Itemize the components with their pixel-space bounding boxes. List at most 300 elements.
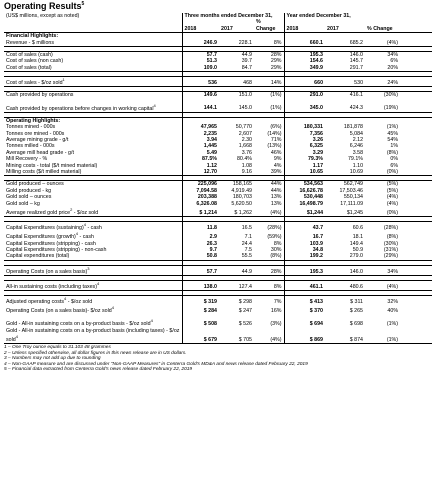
q-2017-header: 2017 <box>219 19 254 32</box>
a-2018-cell: 534,563 <box>284 181 325 188</box>
q-2017-cell: 44.9 <box>219 265 254 275</box>
a-2018-cell: 3.29 <box>284 150 325 156</box>
q-2018-cell: $ 1,214 <box>182 207 219 217</box>
q-change-cell: 7% <box>254 296 284 306</box>
a-2018-cell: 660 <box>284 77 325 87</box>
footnote-ref: 3 <box>87 265 90 271</box>
row-label <box>4 296 182 306</box>
row-label-text: Average mill head grade - g/t <box>6 149 74 156</box>
table-row <box>4 169 432 176</box>
q-2017-cell: $ 247 <box>238 308 252 315</box>
a-2018-cell: 349.9 <box>284 65 325 72</box>
q-2017-cell: 9.16 <box>219 169 254 176</box>
footnote-ref: 4 <box>111 305 114 311</box>
q-2017-cell: 180,703 <box>232 194 252 201</box>
row-label-text: Financial Highlights: <box>6 33 59 40</box>
footnote-ref: 4 <box>153 102 156 108</box>
row-label-text: Cost of sales - $/oz sold <box>6 80 63 87</box>
row-label <box>4 207 182 217</box>
q-2017-cell: 4,919.49 <box>231 187 252 194</box>
row-label-text: Gold sold – ounces <box>6 194 52 201</box>
q-2017-cell: 158,165 <box>219 181 254 188</box>
q-change-cell: 28% <box>254 265 284 275</box>
year-ended-header: Year ended December 31, <box>284 13 400 19</box>
footnote-ref: 4 <box>96 281 100 287</box>
q-2018-cell: 225,096 <box>182 181 219 188</box>
a-2017-cell: 3.58 <box>352 149 364 156</box>
a-2017-cell: 480.6 <box>325 281 365 291</box>
table-row <box>4 52 432 59</box>
q-2018-cell: 2,235 <box>203 130 217 137</box>
a-2017-cell: $ 874 <box>325 328 365 344</box>
a-2017-cell: 279.0 <box>325 253 365 260</box>
a-change-cell: (1%) <box>386 321 399 328</box>
q-2018-cell: 47,965 <box>200 124 217 131</box>
row-label <box>4 33 182 40</box>
a-2018-cell: 660.1 <box>284 40 325 47</box>
row-label-suffix: - cash <box>85 225 102 232</box>
q-2017-cell: $ 1,262 <box>219 207 254 217</box>
q-2017-cell: 127.4 <box>219 281 254 291</box>
q-2017-cell: 16.5 <box>219 222 254 232</box>
row-label-text: Adjusted operating costs <box>6 298 65 305</box>
row-label-suffix: - $/oz sold <box>66 298 93 305</box>
row-label-suffix: - cash <box>78 234 94 241</box>
a-2017-cell: 291.7 <box>325 65 365 72</box>
a-2018-cell: $ 869 <box>284 328 325 344</box>
a-change-cell: (30%) <box>383 240 399 247</box>
q-2017-cell: 5,620.50 <box>231 200 252 207</box>
q-2018-cell: 1.12 <box>206 162 217 169</box>
q-2017-cell: 84.7 <box>219 65 254 72</box>
q-2017-cell: 468 <box>219 77 254 87</box>
q-2017-cell: 24.4 <box>241 240 252 247</box>
a-2017-cell: 149.4 <box>349 240 364 247</box>
q-2017-cell: 39.7 <box>241 58 252 65</box>
a-2017-cell: 17,111.09 <box>340 200 364 207</box>
q-change-cell <box>254 33 284 40</box>
footnote-ref: 4 <box>150 318 153 324</box>
row-label <box>4 222 182 232</box>
q-change-cell: 14% <box>254 77 284 87</box>
table-row <box>4 40 432 47</box>
q-2017-cell: $ 298 <box>219 296 254 306</box>
q-2018-cell: 109.0 <box>182 65 219 72</box>
q-2018-cell: 7,094.58 <box>196 187 217 194</box>
q-2018-cell: 11.8 <box>182 222 219 232</box>
row-label-text: Gold - All-in sustaining costs on a by-product basis - $/oz sold <box>6 321 151 328</box>
section-header-row <box>4 117 432 124</box>
row-label <box>4 52 182 59</box>
row-label-text: Gold - All-in sustaining costs on a by-product basis (including taxes) - $/oz sold <box>6 327 180 343</box>
a-2018-cell <box>284 117 325 124</box>
a-2018-cell: $ 694 <box>284 315 325 328</box>
row-label-text: Cost of sales (non cash) <box>6 58 64 65</box>
row-label-text: Gold sold – kg <box>6 200 40 207</box>
q-change-cell: (1%) <box>254 99 284 113</box>
row-label-text: Capital Expenditures (sustaining) <box>6 225 84 232</box>
q-change-cell: 16% <box>270 308 282 315</box>
row-label-text: Cost of sales (cash) <box>6 52 53 59</box>
q-2018-cell: 203,388 <box>197 194 217 201</box>
section-header-row <box>4 33 432 40</box>
row-label-text: Cash provided by operations <box>6 92 74 99</box>
a-2018-cell: 10.65 <box>284 169 325 176</box>
q-2017-cell: 145.0 <box>219 99 254 113</box>
q-change-cell: 39% <box>254 169 284 176</box>
a-change-cell: (4%) <box>365 281 400 291</box>
a-2018-cell: 461.1 <box>284 281 325 291</box>
row-label <box>4 169 182 176</box>
a-2017-cell <box>325 117 365 124</box>
table-row <box>4 99 432 113</box>
a-change-cell: 34% <box>365 52 400 59</box>
a-2017-cell: 550,134 <box>343 194 364 201</box>
a-2017-cell: 530 <box>325 77 365 87</box>
table-body <box>4 13 432 344</box>
row-label-text: Tonnes milled - 000s <box>6 143 55 150</box>
row-label <box>4 253 182 260</box>
row-label-text: Operating Costs (on a sales basis) <box>6 268 88 275</box>
row-label-text: Tonnes mined - 000s <box>6 124 56 131</box>
a-change-cell: (19%) <box>365 99 400 113</box>
q-change-cell: 71% <box>270 137 282 144</box>
q-2017-cell: 7.1 <box>244 234 252 241</box>
q-2018-cell: 536 <box>182 77 219 87</box>
a-2017-cell: 60.6 <box>325 222 365 232</box>
q-change-cell: 8% <box>254 40 284 47</box>
a-2018-cell: 199.2 <box>284 253 325 260</box>
row-label <box>4 231 182 240</box>
row-label <box>4 99 182 113</box>
q-2018-cell: 12.70 <box>182 169 219 176</box>
a-2017-cell: 562,749 <box>325 181 365 188</box>
title-text: Operating Results <box>4 1 82 11</box>
q-change-cell: 4% <box>273 162 282 169</box>
q-2017-cell: 44.9 <box>219 52 254 59</box>
row-label-text: Capital Expenditures (stripping) - cash <box>6 240 96 247</box>
footnote: 1 – One Troy ounce equals to 31.103 48 grammes <box>4 345 111 350</box>
a-2018-cell: 530,448 <box>284 194 325 200</box>
q-2018-cell <box>182 117 219 124</box>
page-title <box>4 1 84 11</box>
row-label-suffix: - $/oz sold <box>72 209 99 216</box>
q-2017-cell: 2.30 <box>241 137 252 144</box>
q-change-cell: 29% <box>254 65 284 72</box>
row-label-text: Cash provided by operations before changes in working capital <box>6 105 154 112</box>
q-2018-cell: $ 508 <box>203 321 217 328</box>
q-change-cell: (28%) <box>254 222 284 232</box>
q-2018-cell: 138.0 <box>182 281 219 291</box>
q-2018-cell: $ 319 <box>182 296 219 306</box>
row-label <box>4 117 182 124</box>
a-2017-cell: 181,878 <box>343 124 364 131</box>
a-change-cell: 32% <box>365 296 400 306</box>
q-2018-header: 2018 <box>182 19 219 32</box>
row-label-text: Average realized gold price <box>6 209 71 216</box>
footnote: 5 – Financial data extracted from Centerra Gold's news release dated February 22, 2019 <box>4 367 193 373</box>
a-change-cell: (1%) <box>365 328 400 344</box>
a-change-cell: 0% <box>390 156 399 163</box>
a-change-cell: 34% <box>365 265 400 275</box>
a-2017-cell: 79.1% <box>347 156 364 163</box>
row-label <box>4 315 182 328</box>
row-label <box>4 265 182 275</box>
q-2018-cell: 87.5% <box>201 156 217 163</box>
unit-note: (US$ millions, except as noted) <box>4 13 182 19</box>
q-change-cell: 8% <box>254 281 284 291</box>
q-2017-cell: 50,770 <box>235 124 252 131</box>
a-change-header: % Change <box>365 19 400 32</box>
row-label-text: Gold produced - kg <box>6 187 52 194</box>
footnote-ref: 4 <box>64 296 67 302</box>
a-change-cell: (5%) <box>386 187 399 194</box>
a-change-cell: 54% <box>387 137 399 144</box>
row-label-text: Mill Recovery - % <box>6 156 48 163</box>
a-2017-cell: $1,245 <box>325 207 365 217</box>
a-2017-cell: $ 698 <box>349 321 364 328</box>
q-2018-cell: 149.6 <box>182 92 219 99</box>
q-change-cell: (13%) <box>267 143 282 150</box>
a-2017-cell: 145.7 <box>349 58 364 65</box>
footnote: 2 – Unless specified otherwise, all dollar figures in this news release are in US dollars. <box>4 350 187 356</box>
a-2017-cell: 1.10 <box>352 162 364 169</box>
row-label-text: Average mining grade - g/t <box>6 137 69 144</box>
a-2018-cell: 16.7 <box>284 231 325 240</box>
row-label <box>4 305 182 314</box>
q-change-cell: 13% <box>270 194 282 201</box>
a-2018-cell: 154.6 <box>284 58 325 64</box>
table-row <box>4 328 432 344</box>
row-label <box>4 92 182 99</box>
q-2018-cell: 1,445 <box>203 143 217 150</box>
q-change-header: % Change <box>254 19 284 32</box>
a-2017-cell: 685.2 <box>325 40 365 47</box>
footnote-ref: 2 <box>70 207 73 213</box>
a-change-cell: 40% <box>387 308 399 315</box>
q-change-cell: (3%) <box>270 321 282 328</box>
q-2018-cell: 246.9 <box>182 40 219 47</box>
header-row-years <box>4 19 432 32</box>
q-2018-cell: 51.3 <box>206 58 217 65</box>
row-label-text: Milling costs ($/t milled material) <box>6 169 82 176</box>
a-change-cell: 1% <box>390 143 399 150</box>
q-2017-cell: 55.5 <box>219 253 254 260</box>
a-2018-cell: $1,244 <box>284 207 325 217</box>
a-2018-cell: 3.26 <box>284 137 325 143</box>
a-2018-cell: 345.0 <box>284 99 325 113</box>
a-2018-cell: 34.8 <box>284 247 325 253</box>
footnote: 4 – Non-GAAP measure and are discussed under "Non-GAAP Measures" in Centerra Gold's MD&A and news release dated February 22, 2019 <box>4 361 308 367</box>
q-2017-cell <box>219 33 254 40</box>
table-row <box>4 65 432 72</box>
a-change-cell: (4%) <box>386 200 399 207</box>
a-2017-cell: 17,503.46 <box>339 187 364 194</box>
q-change-cell: 44% <box>270 187 282 194</box>
a-2017-cell <box>325 33 365 40</box>
table-row <box>4 315 432 328</box>
q-change-cell: 44% <box>254 181 284 188</box>
row-label <box>4 181 182 188</box>
q-change-cell: (6%) <box>270 124 282 131</box>
a-change-cell <box>365 33 400 40</box>
a-change-cell: (4%) <box>365 40 400 47</box>
a-change-cell: 6% <box>390 58 399 65</box>
q-change-cell: 9% <box>273 156 282 163</box>
q-change-cell <box>254 117 284 124</box>
q-change-cell: 13% <box>270 200 282 207</box>
a-change-cell: (29%) <box>365 253 400 260</box>
a-change-cell: (30%) <box>365 92 400 99</box>
q-change-cell: (59%) <box>267 234 282 241</box>
row-label-text: Capital expenditures (total) <box>6 253 70 260</box>
a-2018-cell: 180,331 <box>284 124 325 130</box>
a-2017-cell: 146.0 <box>325 52 365 59</box>
q-2018-cell: $ 284 <box>203 308 217 315</box>
a-2018-cell: 6,325 <box>284 143 325 149</box>
q-2017-cell: 80.4% <box>236 156 252 163</box>
q-2018-cell: 9.7 <box>209 247 217 254</box>
a-2018-cell: 16,498.79 <box>284 201 325 207</box>
row-label-text: Capital Expenditures (stripping) - non-cash <box>6 247 107 254</box>
footnotes <box>4 345 308 373</box>
q-change-cell: (4%) <box>254 207 284 217</box>
a-change-cell: (0%) <box>365 207 400 217</box>
a-2017-header: 2017 <box>325 19 365 32</box>
table-row <box>4 296 432 306</box>
a-2018-cell: 195.3 <box>284 265 325 275</box>
a-change-cell: 20% <box>365 65 400 72</box>
a-2018-cell <box>284 33 325 40</box>
q-2017-cell: $ 526 <box>238 321 252 328</box>
a-change-cell: 45% <box>387 130 399 137</box>
a-2018-cell: $ 413 <box>284 296 325 306</box>
a-2018-cell: 79.3% <box>284 156 325 162</box>
row-label-text: Cost of sales (total) <box>6 64 52 71</box>
q-2018-cell: 26.3 <box>206 240 217 247</box>
q-2018-cell: 6,326.08 <box>196 200 217 207</box>
a-change-cell: 6% <box>390 162 399 169</box>
a-2018-cell: 16,626.78 <box>284 188 325 194</box>
a-change-cell: (28%) <box>365 222 400 232</box>
q-2017-cell: $ 705 <box>219 328 254 344</box>
q-2017-cell: 228.1 <box>219 40 254 47</box>
footnote-ref: 1 <box>62 77 65 83</box>
table-row <box>4 281 432 291</box>
a-2017-cell: 2.12 <box>352 137 364 144</box>
row-label-text: Mining costs - total ($/t mined material) <box>6 162 98 169</box>
a-change-cell <box>365 117 400 124</box>
q-2018-cell: 57.7 <box>182 52 219 59</box>
q-change-cell: 29% <box>270 58 282 65</box>
q-2018-cell <box>182 33 219 40</box>
q-2018-cell: $ 679 <box>182 328 219 344</box>
q-2017-cell: 1,668 <box>238 143 252 150</box>
q-2017-cell: 1.08 <box>241 162 252 169</box>
title-footnote-ref: 5 <box>81 1 85 7</box>
row-label <box>4 65 182 72</box>
a-2018-cell: 43.7 <box>284 222 325 232</box>
table-row <box>4 92 432 99</box>
q-2018-cell: 50.8 <box>182 253 219 260</box>
a-2017-cell: 6,246 <box>349 143 364 150</box>
a-2017-cell: $ 265 <box>349 308 364 315</box>
q-change-cell: 28% <box>254 52 284 59</box>
a-change-cell: (31%) <box>383 247 399 254</box>
table-row <box>4 231 432 240</box>
table-row <box>4 265 432 275</box>
a-2017-cell: $ 311 <box>325 296 365 306</box>
operating-results-table <box>4 13 432 344</box>
a-2017-cell: 416.1 <box>325 92 365 99</box>
q-2017-cell: 7.5 <box>244 247 252 254</box>
a-2017-cell: 424.3 <box>325 99 365 113</box>
row-label-text: Operating Costs (on a sales basis)- $/oz sold <box>6 308 112 315</box>
q-change-cell: 46% <box>270 149 282 156</box>
a-2017-cell: 146.0 <box>325 265 365 275</box>
row-label-text: Operating Highlights: <box>6 117 61 124</box>
q-change-cell: (4%) <box>254 328 284 344</box>
a-2017-cell: 50.9 <box>352 247 364 254</box>
a-2017-cell: 18.1 <box>352 234 364 241</box>
q-2018-cell: 144.1 <box>182 99 219 113</box>
q-2017-cell: 3.76 <box>241 149 252 156</box>
row-label <box>4 40 182 47</box>
a-2018-cell: 7,356 <box>284 131 325 137</box>
footnote-ref: 4 <box>75 231 79 237</box>
table-row <box>4 305 432 314</box>
a-change-cell: (1%) <box>386 124 399 131</box>
row-label <box>4 281 182 291</box>
q-change-cell: 30% <box>270 247 282 254</box>
q-2018-cell: 2.9 <box>209 234 217 241</box>
a-2018-cell: 1.17 <box>284 163 325 169</box>
q-change-cell: (1%) <box>254 92 284 99</box>
a-change-cell: (4%) <box>386 194 399 201</box>
row-label <box>4 328 182 344</box>
a-2018-cell: $ 370 <box>284 305 325 314</box>
a-change-cell: (0%) <box>365 169 400 176</box>
table-row <box>4 222 432 232</box>
table-row <box>4 77 432 87</box>
q-change-cell: 8% <box>273 240 282 247</box>
table-row <box>4 207 432 217</box>
a-change-cell: 24% <box>365 77 400 87</box>
row-label-text: Capital Expenditures (growth) <box>6 234 76 241</box>
a-change-cell: (8%) <box>386 234 399 241</box>
q-2017-cell: 2,607 <box>238 130 252 137</box>
table-row <box>4 181 432 188</box>
three-months-header: Three months ended December 31, <box>184 13 273 19</box>
q-2017-cell <box>219 117 254 124</box>
a-2018-header: 2018 <box>284 19 325 32</box>
q-change-cell: (14%) <box>267 130 282 137</box>
q-2018-cell: 57.7 <box>182 265 219 275</box>
row-label-text: All-in sustaining costs (including taxes) <box>6 283 97 290</box>
q-change-cell: (8%) <box>254 253 284 260</box>
row-label-text: Revenue - $ millions <box>6 39 54 46</box>
footnote-ref: 4 <box>83 222 86 228</box>
q-2018-cell: 3.94 <box>206 137 217 144</box>
row-label-text: Gold produced – ounces <box>6 181 64 188</box>
a-2018-cell: 195.3 <box>284 52 325 59</box>
q-2018-cell: 5.49 <box>206 149 217 156</box>
a-2018-cell: 291.0 <box>284 92 325 99</box>
row-label <box>4 77 182 87</box>
row-label-text: Tonnes ore mined - 000s <box>6 130 65 137</box>
a-2018-cell: 103.9 <box>284 241 325 247</box>
a-2017-cell: 5,084 <box>349 130 364 137</box>
